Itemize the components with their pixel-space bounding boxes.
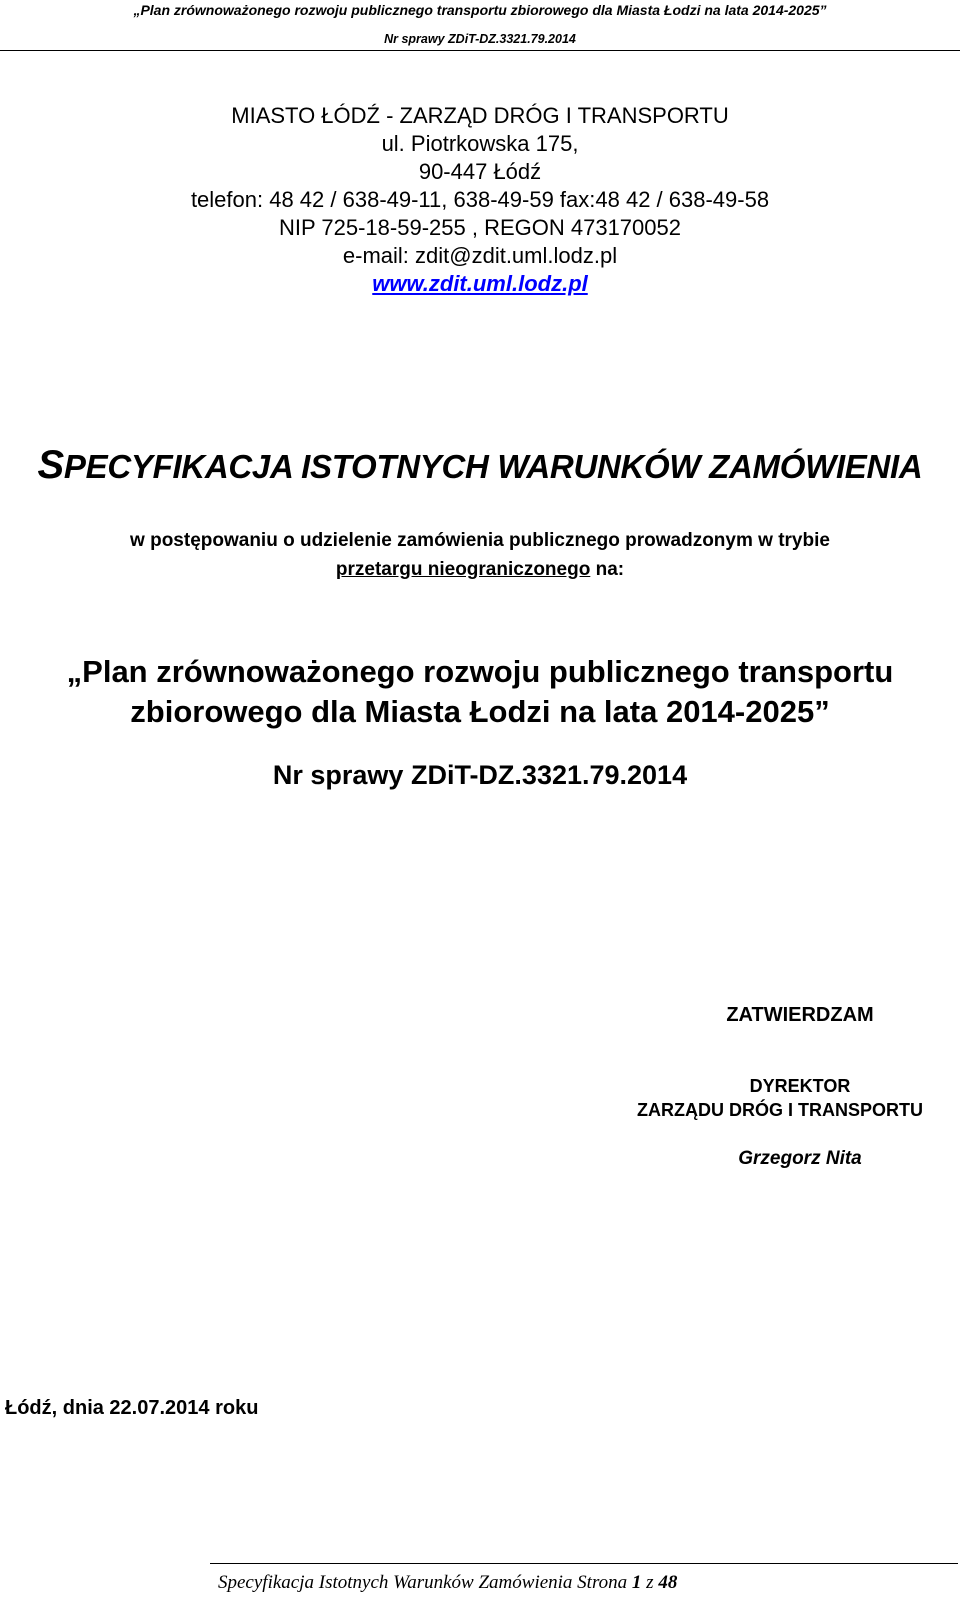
header-title: „Plan zrównoważonego rozwoju publicznego transportu zbiorowego dla Miasta Łodzi na lata 2014-2025”: [133, 2, 827, 18]
footer-page-number: 1: [631, 1572, 642, 1593]
plan-title-line-1: „Plan zrównoważonego rozwoju publicznego transportu: [66, 654, 894, 689]
address-email: e-mail: zdit@zdit.uml.lodz.pl: [342, 243, 618, 268]
procedure-type: przetargu nieograniczonego: [335, 559, 591, 580]
intro-line-2: [0, 559, 960, 581]
website-link[interactable]: www.zdit.uml.lodz.pl: [372, 271, 588, 296]
address-nip-regon: NIP 725-18-59-255 , REGON 473170052: [279, 215, 681, 240]
address-phone: telefon: 48 42 / 638-49-11, 638-49-59 fax:48 42 / 638-49-58: [190, 187, 770, 212]
footer-separator: z: [641, 1572, 659, 1593]
footer-text: [218, 1572, 677, 1594]
case-number: Nr sprawy ZDiT-DZ.3321.79.2014: [272, 760, 688, 790]
header-divider: [0, 50, 960, 51]
approval-label: ZATWIERDZAM: [726, 1004, 874, 1026]
document-title-initial: S: [37, 443, 64, 487]
document-title: [0, 443, 960, 488]
organization-name: MIASTO ŁÓDŹ - ZARZĄD DRÓG I TRANSPORTU: [231, 103, 729, 128]
document-title-rest: PECYFIKACJA ISTOTNYCH WARUNKÓW ZAMÓWIENIA: [63, 448, 923, 485]
address-city: 90-447 Łódź: [418, 159, 542, 184]
header-case-number: Nr sprawy ZDiT-DZ.3321.79.2014: [384, 32, 576, 46]
footer-total-pages: 48: [658, 1572, 678, 1593]
footer-divider: [210, 1563, 958, 1564]
place-date: Łódź, dnia 22.07.2014 roku: [5, 1397, 259, 1419]
plan-title-line-2: zbiorowego dla Miasta Łodzi na lata 2014-2025”: [130, 694, 830, 729]
footer-prefix: Specyfikacja Istotnych Warunków Zamówienia Strona: [218, 1572, 632, 1593]
address-street: ul. Piotrkowska 175,: [381, 131, 579, 156]
director-label: DYREKTOR: [749, 1076, 851, 1096]
department-label: ZARZĄDU DRÓG I TRANSPORTU: [637, 1100, 923, 1120]
intro-line-1: w postępowaniu o udzielenie zamówienia publicznego prowadzonym w trybie: [130, 530, 830, 551]
intro-line-2-rest: na:: [590, 559, 625, 580]
signer-name: Grzegorz Nita: [738, 1148, 862, 1169]
